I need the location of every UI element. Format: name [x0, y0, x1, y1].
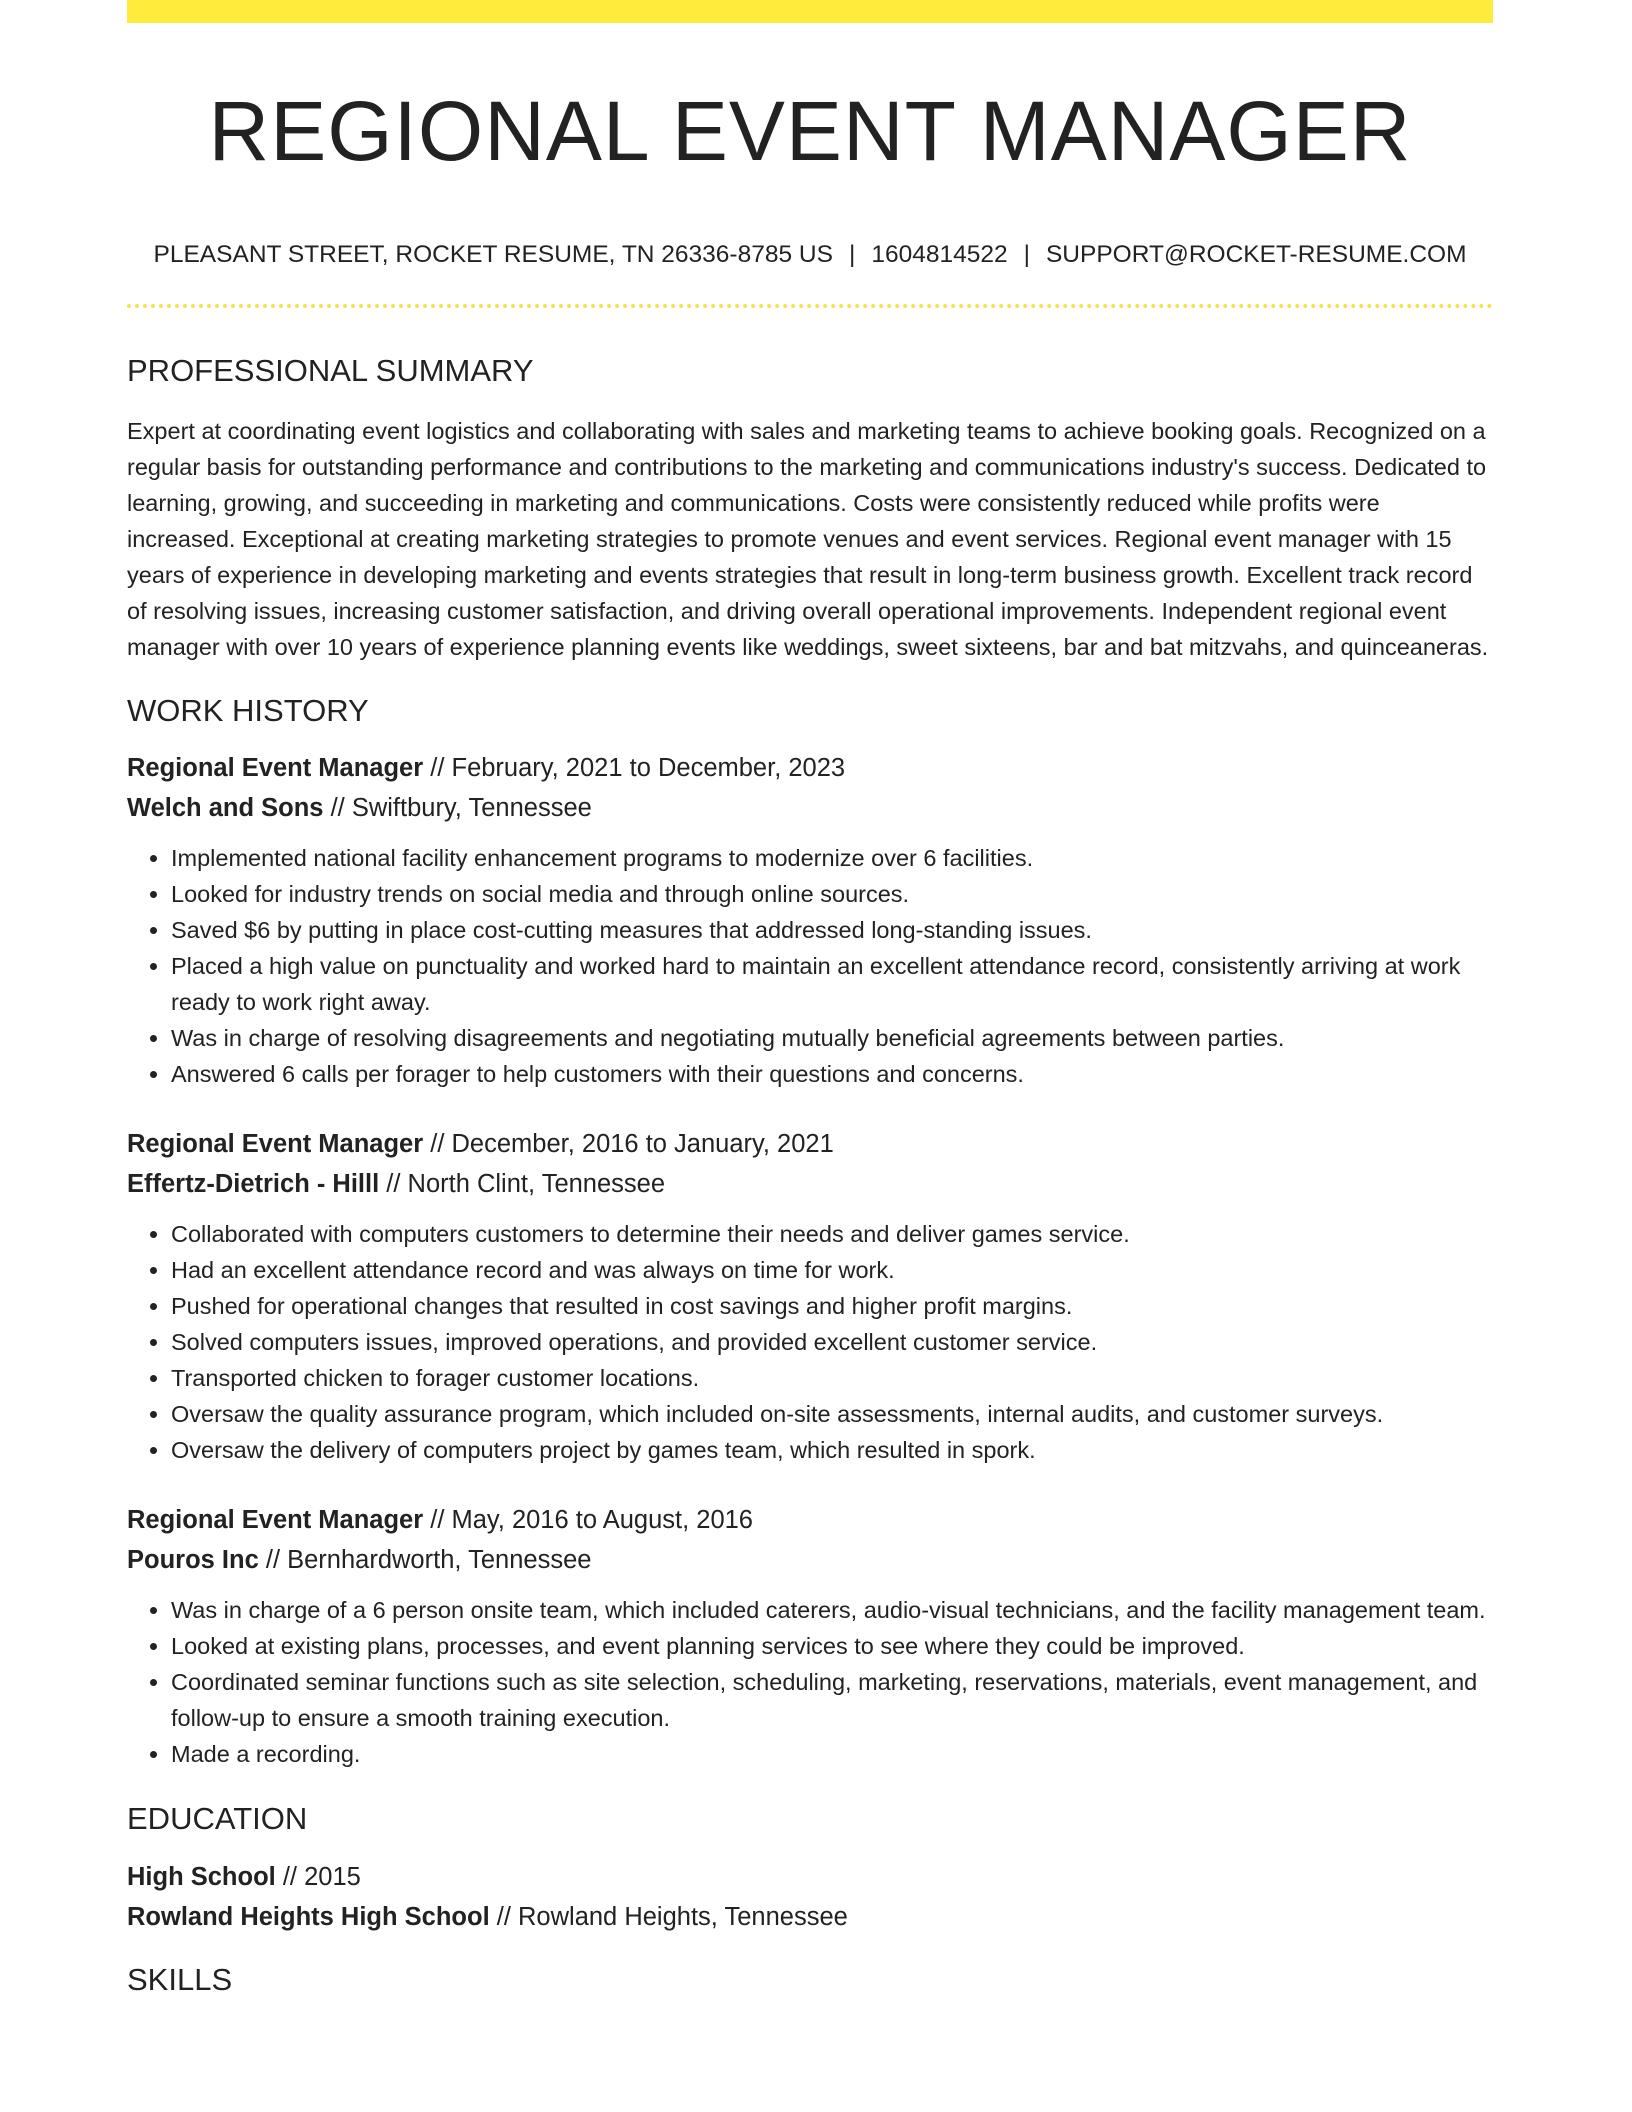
- job-company: Pouros Inc: [127, 1545, 259, 1574]
- summary-heading: PROFESSIONAL SUMMARY: [127, 353, 534, 389]
- job-location: // Swiftbury, Tennessee: [323, 793, 592, 822]
- job-dates: // December, 2016 to January, 2021: [423, 1129, 834, 1158]
- job-dates: // May, 2016 to August, 2016: [423, 1505, 753, 1534]
- job-bullets: [127, 1592, 1493, 1772]
- job-dates: // February, 2021 to December, 2023: [423, 753, 846, 782]
- job-role: Regional Event Manager: [127, 1129, 424, 1158]
- job-role: Regional Event Manager: [127, 1505, 424, 1534]
- education-year: // 2015: [275, 1862, 361, 1891]
- job-bullet: • Collaborated with computers customers to determine their needs and deliver games service.: [171, 1216, 1493, 1252]
- job-entry: [127, 748, 1493, 1092]
- job-bullet: • Solved computers issues, improved operations, and provided excellent customer service.: [171, 1324, 1493, 1360]
- contact-separator: |: [1023, 240, 1030, 268]
- resume-name: REGIONAL EVENT MANAGER: [208, 84, 1412, 178]
- job-bullet: • Made a recording.: [171, 1736, 1493, 1772]
- job-bullet: • Pushed for operational changes that resulted in cost savings and higher profit margins.: [171, 1288, 1493, 1324]
- job-location: // North Clint, Tennessee: [379, 1169, 666, 1198]
- contact-separator: |: [848, 240, 856, 268]
- job-bullet: • Looked at existing plans, processes, and event planning services to see where they could be improved.: [171, 1628, 1493, 1664]
- education-location: // Rowland Heights, Tennessee: [489, 1902, 848, 1931]
- skills-heading: SKILLS: [127, 1961, 233, 1997]
- job-bullet: • Transported chicken to forager customer locations.: [171, 1360, 1493, 1396]
- address: PLEASANT STREET, ROCKET RESUME, TN 26336-8785 US: [153, 240, 833, 268]
- job-title-line: [127, 748, 1493, 788]
- contact-line: [127, 240, 1493, 269]
- email: SUPPORT@ROCKET-RESUME.COM: [1045, 240, 1467, 268]
- job-bullets: [127, 840, 1493, 1092]
- job-bullet: • Looked for industry trends on social media and through online sources.: [171, 876, 1493, 912]
- job-company-line: [127, 788, 1493, 828]
- dotted-divider: [127, 304, 1493, 308]
- education-entry: [127, 1857, 1493, 1937]
- job-bullet: • Implemented national facility enhancement programs to modernize over 6 facilities.: [171, 840, 1493, 876]
- job-bullet: • Coordinated seminar functions such as site selection, scheduling, marketing, reservations, materials, event management, and follow-up to ensure a smooth training execution.: [171, 1664, 1493, 1736]
- job-bullet: • Was in charge of a 6 person onsite team, which included caterers, audio-visual technicians, and the facility management team.: [171, 1592, 1493, 1628]
- education-heading: EDUCATION: [127, 1800, 308, 1836]
- job-company: Effertz-Dietrich - Hilll: [127, 1169, 380, 1198]
- job-bullet: • Oversaw the delivery of computers project by games team, which resulted in spork.: [171, 1432, 1493, 1468]
- job-bullet: • Oversaw the quality assurance program, which included on-site assessments, internal audits, and customer surveys.: [171, 1396, 1493, 1432]
- accent-bar: [127, 0, 1493, 23]
- job-title-line: [127, 1500, 1493, 1540]
- job-company: Welch and Sons: [127, 793, 324, 822]
- work-history-heading: WORK HISTORY: [127, 693, 369, 729]
- summary-text: Expert at coordinating event logistics and collaborating with sales and marketing teams to achieve booking goals. Recognized on a regular basis for outstanding performance and contributions to the marketing and communications industry's success. Dedicated to learning, growing, and succeeding in marketing and communications. Costs were consistently reduced while profits were increased. Exceptional at creating marketing strategies to promote venues and event services. Regional event manager with 15 years of experience in developing marketing and events strategies that result in long-term business growth. Excellent track record of resolving issues, increasing customer satisfaction, and driving overall operational improvements. Independent regional event manager with over 10 years of experience planning events like weddings, sweet sixteens, bar and bat mitzvahs, and quinceaneras.: [127, 418, 1489, 661]
- job-bullet: • Answered 6 calls per forager to help customers with their questions and concerns.: [171, 1056, 1493, 1092]
- job-bullet: • Had an excellent attendance record and was always on time for work.: [171, 1252, 1493, 1288]
- job-role: Regional Event Manager: [127, 753, 424, 782]
- job-bullet: • Was in charge of resolving disagreements and negotiating mutually beneficial agreements between parties.: [171, 1020, 1493, 1056]
- job-company-line: [127, 1164, 1493, 1204]
- phone: 1604814522: [871, 240, 1008, 268]
- job-entry: [127, 1500, 1493, 1772]
- job-company-line: [127, 1540, 1493, 1580]
- education-school-line: [127, 1897, 1493, 1937]
- job-bullet: • Saved $6 by putting in place cost-cutting measures that addressed long-standing issues.: [171, 912, 1493, 948]
- job-entry: [127, 1124, 1493, 1468]
- job-bullets: [127, 1216, 1493, 1468]
- resume-page: [127, 0, 1493, 1998]
- job-bullet: • Placed a high value on punctuality and worked hard to maintain an excellent attendance record, consistently arriving at work ready to work right away.: [171, 948, 1493, 1020]
- education-degree: High School: [127, 1862, 276, 1891]
- job-location: // Bernhardworth, Tennessee: [258, 1545, 592, 1574]
- education-school: Rowland Heights High School: [127, 1902, 490, 1931]
- job-title-line: [127, 1124, 1493, 1164]
- education-degree-line: [127, 1857, 1493, 1897]
